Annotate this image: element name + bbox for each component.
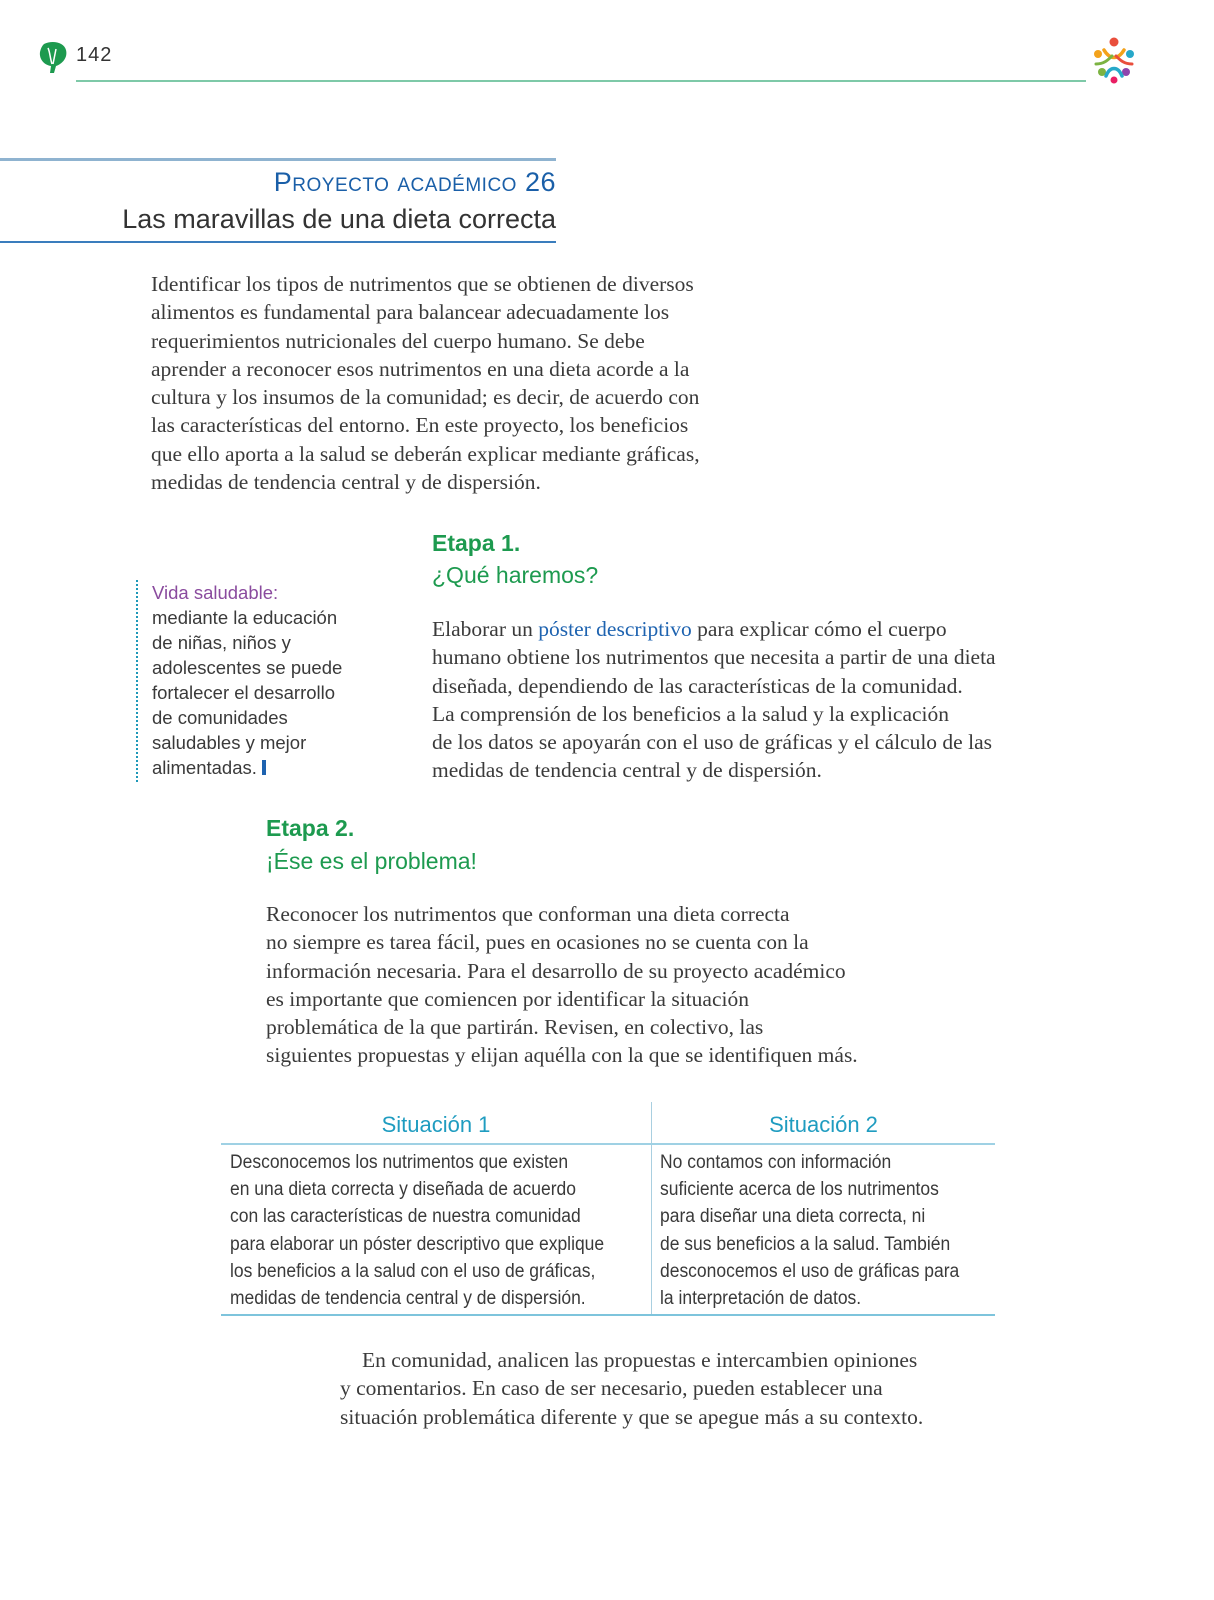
title-bottom-rule <box>0 241 556 243</box>
table-cell-situation-2 <box>660 1149 991 1312</box>
end-marker-icon <box>262 760 266 775</box>
table-cell-line: medidas de tendencia central y de dispersión. <box>230 1288 586 1310</box>
sidebar-line: saludables y mejor <box>152 732 307 753</box>
title-top-rule <box>0 158 556 161</box>
stage2-line: información necesaria. Para el desarrollo de su proyecto académico <box>266 958 846 983</box>
table-header-divider <box>221 1143 995 1145</box>
stage1-line <box>432 615 1072 643</box>
intro-paragraph <box>151 270 751 496</box>
table-cell-line: de sus beneficios a la salud. También <box>660 1233 951 1255</box>
intro-line: requerimientos nutricionales del cuerpo humano. Se debe <box>151 328 645 353</box>
table-bottom-rule <box>221 1314 995 1316</box>
table-cell-line: suficiente acerca de los nutrimentos <box>660 1179 939 1201</box>
closing-line: En comunidad, analicen las propuestas e intercambien opiniones <box>362 1348 918 1372</box>
sidebar-title: Vida saludable: <box>152 582 279 603</box>
sidebar-line: mediante la educación <box>152 607 338 628</box>
stage2-line: es importante que comiencen por identificar la situación <box>266 986 749 1011</box>
table-header-situation-1: Situación 1 <box>381 1112 491 1137</box>
intro-line: Identificar los tipos de nutrimentos que se obtienen de diversos <box>151 272 694 296</box>
intro-line: medidas de tendencia central y de dispersión. <box>151 470 541 495</box>
page-number: 142 <box>76 44 113 66</box>
stage1-line: de los datos se apoyarán con el uso de gráficas y el cálculo de las <box>432 730 992 755</box>
sidebar-line-last <box>152 755 364 780</box>
leaf-icon <box>38 40 68 74</box>
sidebar-line: de comunidades <box>152 707 288 728</box>
sidebar-line: adolescentes se puede <box>152 657 343 678</box>
stage1-label: Etapa 1. <box>432 530 521 556</box>
table-cell-line: los beneficios a la salud con el uso de gráficas, <box>230 1260 596 1282</box>
stage1-text: Elaborar un <box>432 617 539 641</box>
sidebar-line: de niñas, niños y <box>152 632 291 653</box>
table-cell-line: con las características de nuestra comunidad <box>230 1206 581 1228</box>
table-cell-line: para diseñar una dieta correcta, ni <box>660 1206 926 1228</box>
intro-line: cultura y los insumos de la comunidad; es decir, de acuerdo con <box>151 385 700 410</box>
stage2-line: Reconocer los nutrimentos que conforman una dieta correcta <box>266 902 790 926</box>
stage2-paragraph <box>266 900 926 1070</box>
closing-paragraph <box>340 1346 980 1431</box>
stage2-subtitle: ¡Ése es el problema! <box>266 848 477 874</box>
table-cell-line: No contamos con información <box>660 1152 892 1173</box>
header-divider <box>76 80 1086 82</box>
table-cell-line: Desconocemos los nutrimentos que existen <box>230 1152 569 1173</box>
table-cell-line: la interpretación de datos. <box>660 1288 862 1310</box>
stage2-label: Etapa 2. <box>266 815 355 841</box>
sidebar-line-text: alimentadas. <box>152 757 257 778</box>
community-logo-icon <box>1088 34 1140 86</box>
stage1-line: La comprensión de los beneficios a la salud y la explicación <box>432 701 950 726</box>
table-header-situation-2: Situación 2 <box>769 1112 878 1137</box>
stage1-line: diseñada, dependiendo de las características de la comunidad. <box>432 673 963 698</box>
stage1-line: humano obtiene los nutrimentos que necesita a partir de una dieta <box>432 645 996 670</box>
table-cell-line: para elaborar un póster descriptivo que explique <box>230 1233 605 1255</box>
page-title: Las maravillas de una dieta correcta <box>122 204 556 234</box>
table-cell-situation-1 <box>230 1149 635 1312</box>
closing-line: situación problemática diferente y que se apegue más a su contexto. <box>340 1404 924 1429</box>
stage2-line: siguientes propuestas y elijan aquélla con la que se identifiquen más. <box>266 1043 858 1068</box>
table-cell-line: desconocemos el uso de gráficas para <box>660 1260 960 1282</box>
intro-line: aprender a reconocer esos nutrimentos en una dieta acorde a la <box>151 356 690 381</box>
stage1-paragraph <box>432 615 1072 785</box>
intro-line: las características del entorno. En este proyecto, los beneficios <box>151 413 689 438</box>
intro-line: alimentos es fundamental para balancear adecuadamente los <box>151 300 670 325</box>
stage1-text: para explicar cómo el cuerpo <box>691 617 947 641</box>
project-label: Proyecto académico 26 <box>273 167 556 197</box>
sidebar-note <box>136 580 364 782</box>
stage2-line: no siempre es tarea fácil, pues en ocasiones no se cuenta con la <box>266 930 809 955</box>
closing-line: y comentarios. En caso de ser necesario, pueden establecer una <box>340 1376 883 1401</box>
stage1-line: medidas de tendencia central y de dispersión. <box>432 758 822 783</box>
table-cell-line: en una dieta correcta y diseñada de acuerdo <box>230 1179 576 1201</box>
poster-term-link[interactable]: póster descriptivo <box>538 617 692 641</box>
sidebar-line: fortalecer el desarrollo <box>152 682 336 703</box>
stage2-line: problemática de la que partirán. Revisen, en colectivo, las <box>266 1015 764 1040</box>
intro-line: que ello aporta a la salud se deberán explicar mediante gráficas, <box>151 441 700 466</box>
stage1-subtitle: ¿Qué haremos? <box>432 562 599 588</box>
